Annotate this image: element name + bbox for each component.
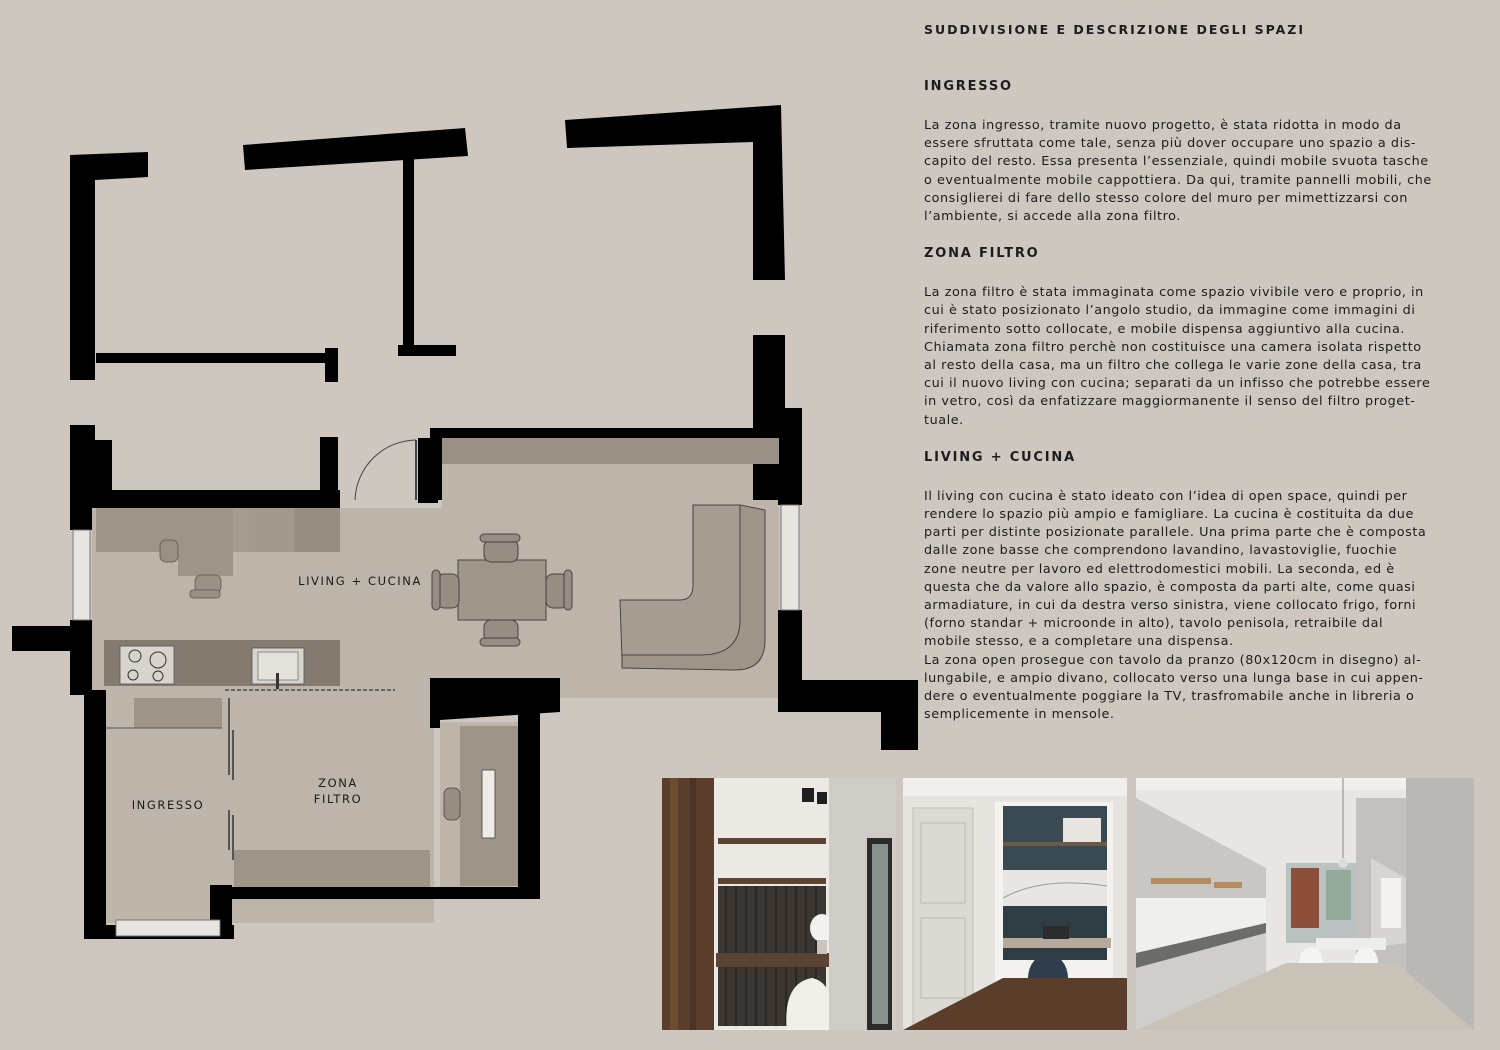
- label-ingresso: INGRESSO: [131, 798, 205, 812]
- page-title: SUDDIVISIONE E DESCRIZIONE DEGLI SPAZI: [924, 22, 1306, 37]
- description-column: [924, 22, 1450, 724]
- section-title-ingresso: INGRESSO: [924, 79, 1013, 94]
- tv-console: [442, 438, 779, 464]
- reference-photo-study-nook-blue: [903, 778, 1127, 1030]
- reference-photo-kitchen: [1136, 778, 1474, 1030]
- reference-photo-study-nook-dark: [662, 778, 896, 1030]
- section-body-zona-filtro: La zona filtro è stata immaginata come spazio vivibile vero e proprio, in cui è stato posizionato l’angolo studio, da immagine come immagini di riferimento sotto collocate, e mobile dispensa aggiuntivo alla cucina. Chiamata zona filtro perchè non costituisce una camera isolata rispetto al resto della casa, ma un filtro che collega le varie zone della casa, tra cui il nuovo living con cucina; separati da un infisso che potrebbe essere in vetro, così da enfatizzare maggiormanente il senso del filtro proget- tuale.: [924, 285, 1431, 428]
- section-title-zona-filtro: ZONA FILTRO: [924, 246, 1040, 262]
- section-body-ingresso: La zona ingresso, tramite nuovo progetto, è stata ridotta in modo da essere sfruttata come tale, senza più dover occupare uno spazio a dis- capito del resto. Essa presenta l’essenziale, quindi mobile svuota tasche o eventualmente mobile cappottiera. Da qui, tramite pannelli mobili, che consiglierei di fare dello stesso colore del muro per mimettizzarsi con l’ambiente, si accede alla zona filtro.: [924, 118, 1432, 225]
- label-filtro: FILTRO: [313, 792, 363, 806]
- section-title-living-cucina: LIVING + CUCINA: [924, 449, 1076, 465]
- label-living-cucina: LIVING + CUCINA: [298, 574, 422, 588]
- filtro-bench: [234, 850, 430, 887]
- entrance-door: [355, 440, 416, 500]
- label-zona: ZONA: [318, 776, 358, 790]
- section-body-living-cucina: Il living con cucina è stato ideato con l’idea di open space, quindi per rendere lo spazio più ampio e famigliare. La cucina è costituita da due parti per distinte posizionate parallele. Una prima parte che è composta dalle zone basse che comprendono lavandino, lavastoviglie, fuochie zone neutre per lavoro ed elettrodomestici mobili. La seconda, ed è questa che da valore allo spazio, è composta da parti alte, come quasi armadiature, in cui da destra verso sinistra, viene collocato frigo, forni (forno standar + microonde in alto), tavolo penisola, retraibile dal mobile stesso, e a completare una dispensa. La zona open prosegue con tavolo da pranzo (80x120cm in disegno) al- lungabile, e ampio divano, collocato verso una lunga base in cui appen- dere o eventualmente poggiare la TV, trasfromabile anche in libreria o semplicemente in mensole.: [924, 488, 1427, 723]
- kitchen-counter: [104, 640, 340, 689]
